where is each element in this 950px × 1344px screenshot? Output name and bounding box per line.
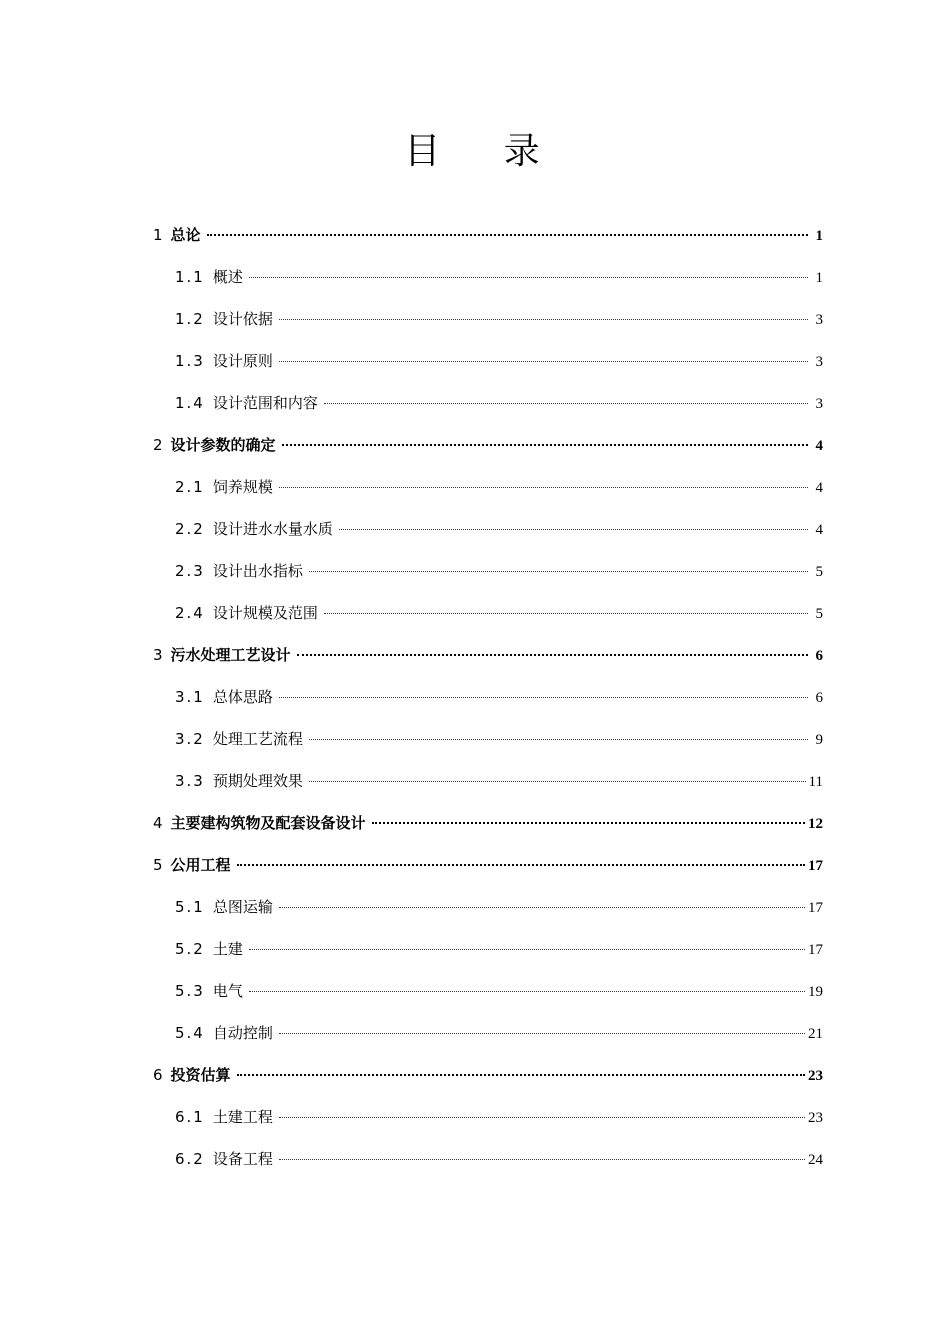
table-of-contents	[153, 214, 823, 1180]
toc-page-number: 23	[808, 1068, 823, 1084]
toc-entry-label: 土建	[212, 940, 243, 958]
toc-section-entry[interactable]	[153, 760, 823, 802]
toc-entry-number: 2.3	[175, 562, 205, 580]
toc-section-entry[interactable]	[153, 256, 823, 298]
dot-leader	[279, 361, 808, 362]
toc-entry-label: 概述	[212, 268, 243, 286]
dot-leader	[309, 781, 806, 782]
dot-leader	[279, 1159, 805, 1160]
toc-entry-label: 处理工艺流程	[212, 730, 303, 748]
toc-entry-number: 1.3	[175, 352, 205, 370]
toc-entry-label: 设备工程	[212, 1150, 273, 1168]
toc-page-number: 23	[808, 1110, 823, 1126]
toc-section-entry[interactable]	[153, 1138, 823, 1180]
toc-entry-label: 公用工程	[170, 856, 231, 874]
dot-leader	[249, 991, 805, 992]
toc-section-entry[interactable]	[153, 298, 823, 340]
toc-entry-label: 设计原则	[212, 352, 273, 370]
toc-page-number: 6	[815, 648, 823, 664]
toc-entry-label: 总体思路	[212, 688, 273, 706]
toc-page-number: 11	[808, 774, 823, 790]
toc-page-number: 4	[815, 522, 823, 538]
toc-entry-number: 6.1	[175, 1108, 205, 1126]
toc-entry-number: 3	[153, 646, 163, 664]
toc-entry-number: 1.4	[175, 394, 205, 412]
toc-page-number: 19	[808, 984, 823, 1000]
dot-leader	[282, 444, 808, 446]
toc-entry-label: 投资估算	[170, 1066, 231, 1084]
toc-section-entry[interactable]	[153, 550, 823, 592]
toc-entry-number: 4	[153, 814, 163, 832]
dot-leader	[237, 1074, 805, 1076]
toc-section-entry[interactable]	[153, 928, 823, 970]
toc-page-number: 21	[808, 1026, 823, 1042]
dot-leader	[279, 1117, 805, 1118]
toc-entry-label: 设计出水指标	[212, 562, 303, 580]
toc-entry-number: 6.2	[175, 1150, 205, 1168]
toc-entry-label: 污水处理工艺设计	[170, 646, 291, 664]
dot-leader	[339, 529, 808, 530]
toc-page-number: 5	[815, 606, 823, 622]
toc-page-number: 12	[808, 816, 823, 832]
toc-section-entry[interactable]	[153, 886, 823, 928]
toc-entry-label: 设计规模及范围	[212, 604, 318, 622]
toc-entry-label: 设计进水水量水质	[212, 520, 333, 538]
toc-section-entry[interactable]	[153, 1012, 823, 1054]
dot-leader	[279, 697, 808, 698]
toc-chapter-entry[interactable]	[153, 634, 823, 676]
dot-leader	[279, 1033, 805, 1034]
dot-leader	[309, 571, 808, 572]
toc-section-entry[interactable]	[153, 718, 823, 760]
toc-page-number: 9	[815, 732, 823, 748]
toc-entry-number: 6	[153, 1066, 163, 1084]
toc-entry-number: 3.3	[175, 772, 205, 790]
toc-page-number: 17	[808, 942, 823, 958]
dot-leader	[279, 319, 808, 320]
toc-entry-label: 电气	[212, 982, 243, 1000]
toc-entry-label: 主要建构筑物及配套设备设计	[170, 814, 366, 832]
toc-page-number: 4	[815, 438, 823, 454]
toc-page-number: 3	[815, 312, 823, 328]
toc-chapter-entry[interactable]	[153, 424, 823, 466]
toc-chapter-entry[interactable]	[153, 214, 823, 256]
toc-entry-label: 预期处理效果	[212, 772, 303, 790]
toc-entry-number: 2	[153, 436, 163, 454]
dot-leader	[309, 739, 808, 740]
toc-chapter-entry[interactable]	[153, 844, 823, 886]
toc-entry-number: 5.1	[175, 898, 205, 916]
toc-entry-label: 设计依据	[212, 310, 273, 328]
toc-page-number: 5	[815, 564, 823, 580]
dot-leader	[249, 949, 805, 950]
page-title: 目 录	[404, 131, 566, 172]
toc-entry-number: 1.2	[175, 310, 205, 328]
toc-entry-number: 3.1	[175, 688, 205, 706]
toc-section-entry[interactable]	[153, 970, 823, 1012]
toc-section-entry[interactable]	[153, 466, 823, 508]
toc-entry-label: 设计参数的确定	[170, 436, 276, 454]
toc-entry-number: 5.2	[175, 940, 205, 958]
toc-page-number: 4	[815, 480, 823, 496]
toc-page-number: 1	[815, 228, 823, 244]
toc-section-entry[interactable]	[153, 340, 823, 382]
toc-entry-label: 设计范围和内容	[212, 394, 318, 412]
toc-section-entry[interactable]	[153, 676, 823, 718]
toc-page-number: 24	[808, 1152, 823, 1168]
toc-entry-number: 5.4	[175, 1024, 205, 1042]
toc-section-entry[interactable]	[153, 592, 823, 634]
dot-leader	[207, 234, 808, 236]
dot-leader	[324, 403, 808, 404]
toc-entry-label: 总论	[170, 226, 201, 244]
toc-entry-number: 5	[153, 856, 163, 874]
toc-entry-number: 3.2	[175, 730, 205, 748]
dot-leader	[372, 822, 805, 824]
toc-page-number: 6	[815, 690, 823, 706]
toc-entry-label: 自动控制	[212, 1024, 273, 1042]
dot-leader	[237, 864, 805, 866]
dot-leader	[249, 277, 808, 278]
toc-page-number: 3	[815, 354, 823, 370]
toc-entry-label: 总图运输	[212, 898, 273, 916]
toc-entry-number: 1.1	[175, 268, 205, 286]
toc-chapter-entry[interactable]	[153, 1054, 823, 1096]
toc-section-entry[interactable]	[153, 1096, 823, 1138]
dot-leader	[279, 907, 805, 908]
toc-page-number: 3	[815, 396, 823, 412]
toc-entry-label: 土建工程	[212, 1108, 273, 1126]
toc-chapter-entry[interactable]	[153, 802, 823, 844]
dot-leader	[324, 613, 808, 614]
toc-entry-number: 2.1	[175, 478, 205, 496]
dot-leader	[297, 654, 808, 656]
toc-entry-number: 2.4	[175, 604, 205, 622]
toc-entry-number: 2.2	[175, 520, 205, 538]
toc-entry-label: 饲养规模	[212, 478, 273, 496]
toc-page-number: 1	[815, 270, 823, 286]
toc-section-entry[interactable]	[153, 508, 823, 550]
toc-page-number: 17	[808, 900, 823, 916]
toc-entry-number: 1	[153, 226, 163, 244]
toc-section-entry[interactable]	[153, 382, 823, 424]
dot-leader	[279, 487, 808, 488]
toc-entry-number: 5.3	[175, 982, 205, 1000]
toc-page-number: 17	[808, 858, 823, 874]
